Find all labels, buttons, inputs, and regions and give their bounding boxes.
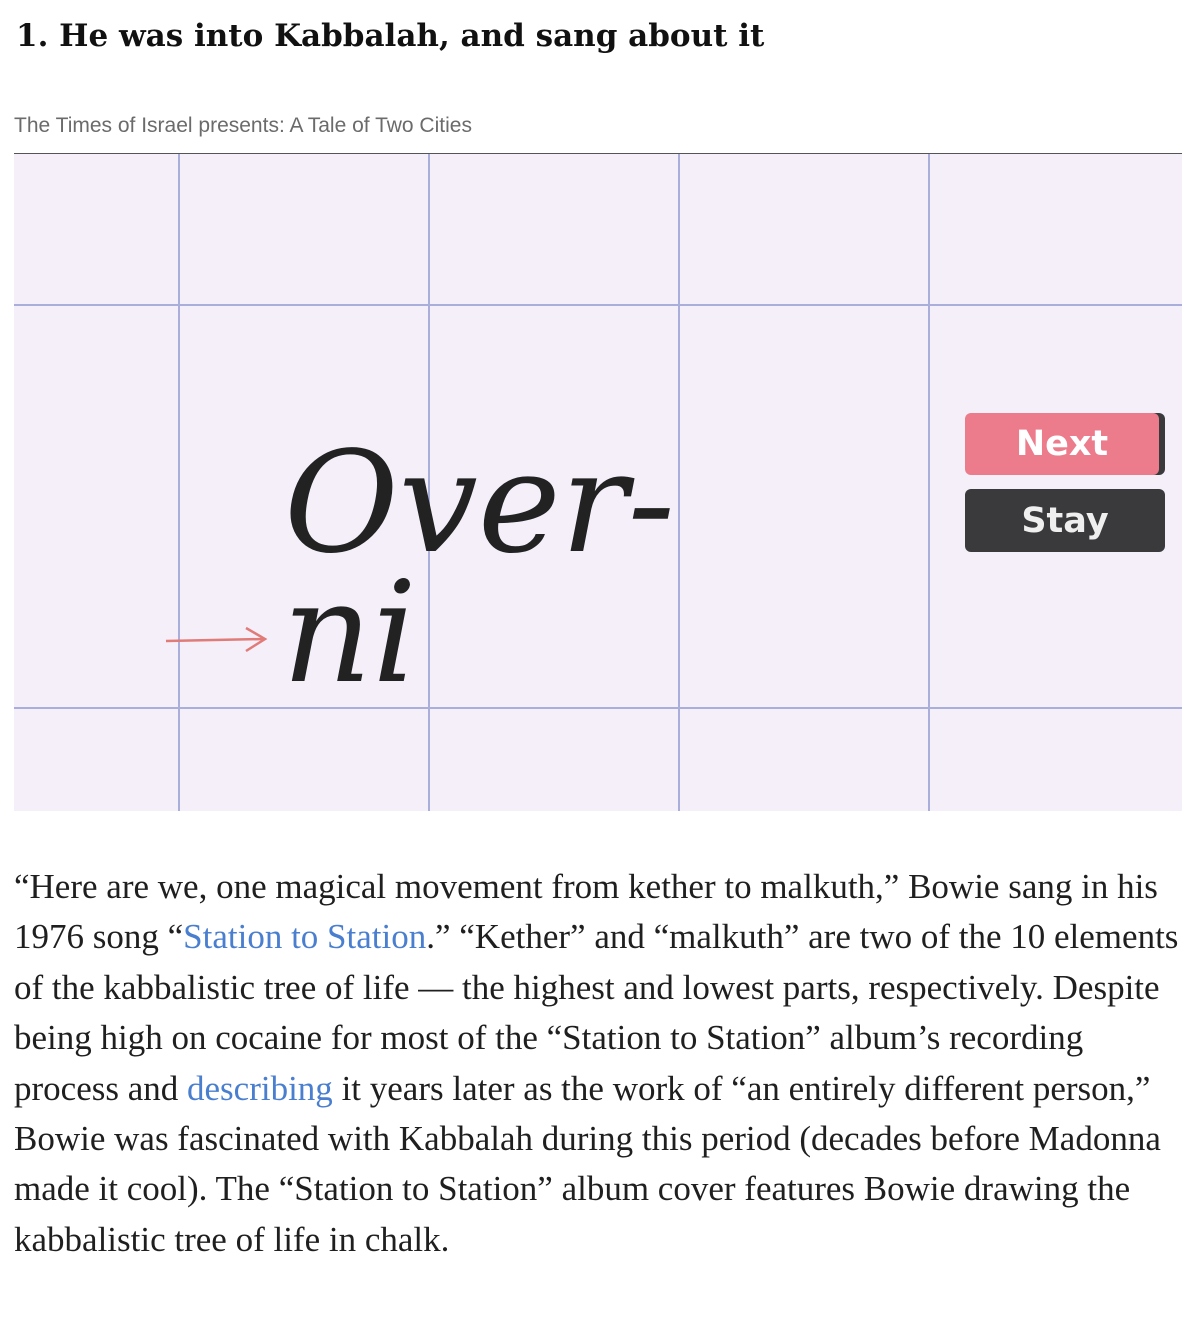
paragraph-text: .” “Kether” and “malkuth” are two of the 10 elements of the kabbalistic tree of life — the highest and lowest parts, respectively. Despite being high on cocaine for most of the “Station to Station” album’s recording process and: [14, 917, 1179, 1108]
video-frame-word-over: Over-: [284, 422, 675, 585]
station-to-station-link[interactable]: Station to Station: [183, 917, 427, 957]
grid-line-vertical: [928, 154, 930, 811]
stay-button[interactable]: Stay: [965, 489, 1165, 552]
grid-line-vertical: [178, 154, 180, 811]
describing-link[interactable]: describing: [187, 1068, 333, 1108]
paragraph-text: “Here are we, one magical movement from kether to malkuth,” Bowie sang in his 1976 song “: [14, 867, 1158, 957]
video-player[interactable]: [14, 153, 1182, 811]
grid-line-horizontal: [14, 707, 1182, 709]
video-frame-word-ni: ni: [282, 552, 417, 715]
grid-line-horizontal: [14, 304, 1182, 306]
video-caption: The Times of Israel presents: A Tale of Two Cities: [14, 114, 472, 137]
paragraph-text: it years later as the work of “an entirely different person,” Bowie was fascinated with Kabbalah during this period (decades before Madonna made it cool). The “Station to Station” album cover features Bowie drawing the kabbalistic tree of life in chalk.: [14, 1068, 1161, 1259]
article-heading: 1. He was into Kabbalah, and sang about it: [16, 18, 765, 54]
next-button[interactable]: Next: [965, 413, 1159, 475]
article-paragraph: [14, 862, 1184, 1265]
grid-line-vertical: [678, 154, 680, 811]
arrow-right-icon: [164, 624, 274, 654]
